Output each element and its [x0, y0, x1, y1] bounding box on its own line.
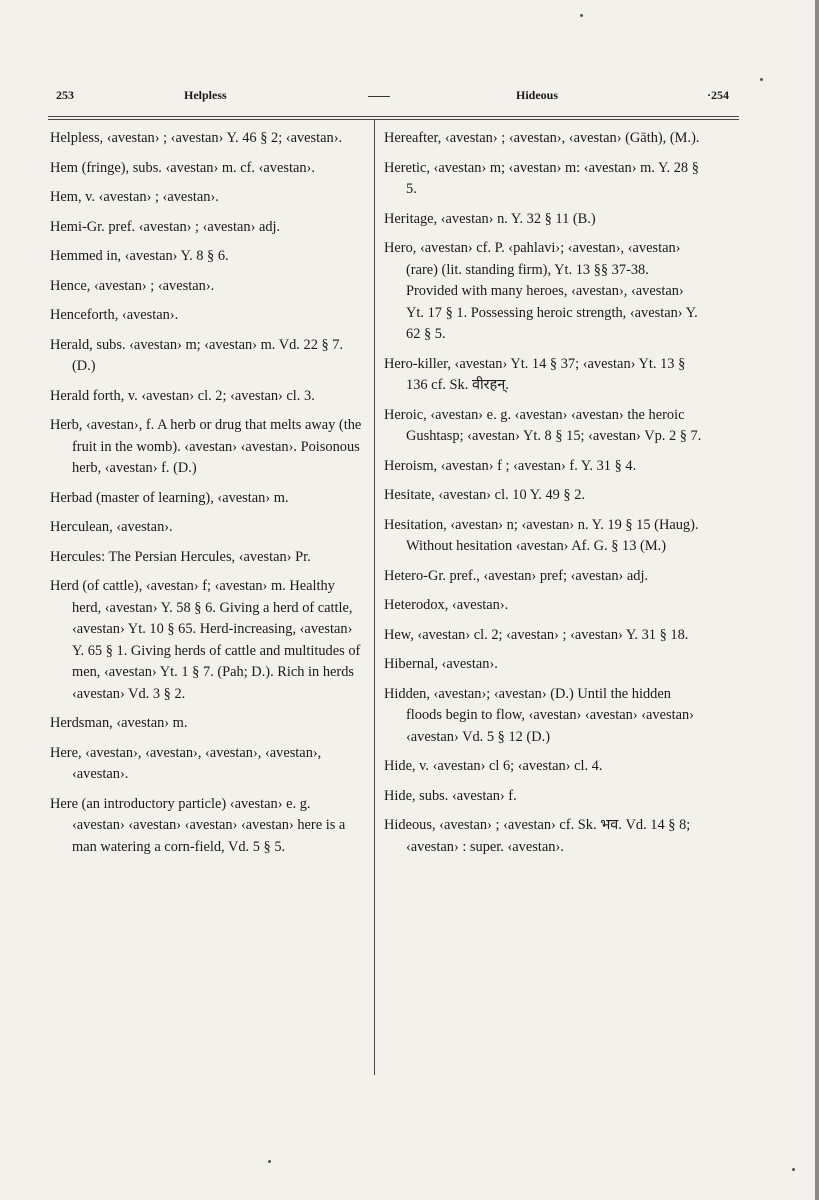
entry-hereafter: Hereafter, ‹avestan› ; ‹avestan›, ‹avestan› (Gāth), (M.). — [384, 130, 700, 146]
entry-hem-verb: Hem, v. ‹avestan› ; ‹avestan›. — [50, 189, 219, 205]
entry-hibernal: Hibernal, ‹avestan›. — [384, 656, 498, 672]
running-header — [56, 84, 729, 114]
entry-helpless: Helpless, ‹avestan› ; ‹avestan› Y. 46 § 2; ‹avestan›. — [50, 130, 343, 146]
entry-herdsman: Herdsman, ‹avestan› m. — [50, 715, 188, 731]
entry-herbad: Herbad (master of learning), ‹avestan› m. — [50, 489, 289, 506]
entry-hide-subs: Hide, subs. ‹avestan› f. — [384, 787, 517, 804]
print-speck — [792, 1168, 795, 1171]
entry-hesitate: Hesitate, ‹avestan› cl. 10 Y. 49 § 2. — [384, 487, 586, 503]
entry-hercules: Hercules: The Persian Hercules, ‹avestan› Pr. — [50, 548, 311, 565]
page-number-right: ·254 — [706, 88, 729, 102]
right-column — [384, 128, 702, 866]
header-title-left: Helpless — [184, 88, 227, 102]
entry-hesitation: Hesitation, ‹avestan› n; ‹avestan› n. Y. 19 § 15 (Haug). Without hesitation ‹avestan› Af. G. § 13 (M.) — [384, 516, 699, 554]
entry-herb: Herb, ‹avestan›, f. A herb or drug that melts away (the fruit in the womb). ‹avestan› ‹avestan›. Poisonous herb, ‹avestan› f. (D.) — [50, 417, 362, 476]
entry-hidden: Hidden, ‹avestan›; ‹avestan› (D.) Until the hidden floods begin to flow, ‹avestan› ‹avestan› ‹avestan› ‹avestan› Vd. 5 § 12 (D.) — [384, 685, 694, 745]
entry-hemmed-in: Hemmed in, ‹avestan› Y. 8 § 6. — [50, 248, 229, 264]
entry-hem-fringe: Hem (fringe), subs. ‹avestan› m. cf. ‹avestan›. — [50, 159, 315, 176]
entry-hero-killer: Hero-killer, ‹avestan› Yt. 14 § 37; ‹avestan› Yt. 13 § 136 cf. Sk. वीरहन्. — [384, 355, 686, 393]
entry-herd: Herd (of cattle), ‹avestan› f; ‹avestan› m. Healthy herd, ‹avestan› Y. 58 § 6. Giving a herd of cattle, ‹avestan› Yt. 10 § 65. Herd-increasing, ‹avestan› Y. 65 § 1. Giving herds of cattle and multitudes of men, ‹avestan› Yt. 1 § 7. (Pah; D.). Rich in herds ‹avestan› Vd. 3 § 2. — [50, 578, 361, 702]
entry-hero: Hero, ‹avestan› cf. P. ‹pahlavi›; ‹avestan›, ‹avestan› (rare) (lit. standing firm), Yt. 13 §§ 37-38. Provided with many heroes, ‹avestan›, ‹avestan› Yt. 17 § 1. Possessing heroic strength, ‹avestan› Y. 62 § 5. — [384, 240, 698, 342]
entry-herald: Herald, subs. ‹avestan› m; ‹avestan› m. Vd. 22 § 7. (D.) — [50, 336, 344, 374]
entry-heroic: Heroic, ‹avestan› e. g. ‹avestan› ‹avestan› the heroic Gushtasp; ‹avestan› Yt. 8 § 15; ‹avestan› Vp. 2 § 7. — [384, 406, 702, 444]
header-dash — [368, 96, 390, 97]
header-rule-top — [48, 116, 739, 117]
header-title-right: Hideous — [516, 88, 559, 102]
entry-here-particle: Here (an introductory particle) ‹avestan› e. g. ‹avestan› ‹avestan› ‹avestan› ‹avestan› here is a man watering a corn-field, Vd. 5 § 5. — [50, 795, 346, 855]
entry-here: Here, ‹avestan›, ‹avestan›, ‹avestan›, ‹avestan›, ‹avestan›. — [50, 744, 322, 782]
entry-heterodox: Heterodox, ‹avestan›. — [384, 597, 509, 613]
scan-edge — [815, 0, 819, 1200]
entry-hetero: Hetero-Gr. pref., ‹avestan› pref; ‹avestan› adj. — [384, 567, 649, 584]
entry-heretic: Heretic, ‹avestan› m; ‹avestan› m: ‹avestan› m. Y. 28 § 5. — [384, 159, 699, 197]
entry-herculean: Herculean, ‹avestan›. — [50, 519, 173, 535]
entry-hideous: Hideous, ‹avestan› ; ‹avestan› cf. Sk. भव. Vd. 14 § 8; ‹avestan› : super. ‹avestan›. — [384, 817, 691, 855]
entry-hew: Hew, ‹avestan› cl. 2; ‹avestan› ; ‹avestan› Y. 31 § 18. — [384, 626, 689, 643]
entry-hence: Hence, ‹avestan› ; ‹avestan›. — [50, 277, 215, 294]
header-rule-bottom — [48, 119, 739, 120]
entry-henceforth: Henceforth, ‹avestan›. — [50, 307, 179, 323]
page-number-left: 253 — [56, 88, 74, 102]
entry-herald-forth: Herald forth, v. ‹avestan› cl. 2; ‹avestan› cl. 3. — [50, 387, 315, 404]
print-speck — [268, 1160, 271, 1163]
entry-heritage: Heritage, ‹avestan› n. Y. 32 § 11 (B.) — [384, 210, 596, 227]
column-divider — [374, 120, 375, 1075]
entry-hemi: Hemi-Gr. pref. ‹avestan› ; ‹avestan› adj. — [50, 218, 281, 235]
left-column — [50, 128, 364, 866]
entry-heroism: Heroism, ‹avestan› f ; ‹avestan› f. Y. 31 § 4. — [384, 457, 637, 474]
print-speck — [580, 14, 583, 17]
entry-hide-verb: Hide, v. ‹avestan› cl 6; ‹avestan› cl. 4. — [384, 758, 603, 774]
print-speck — [760, 78, 763, 81]
